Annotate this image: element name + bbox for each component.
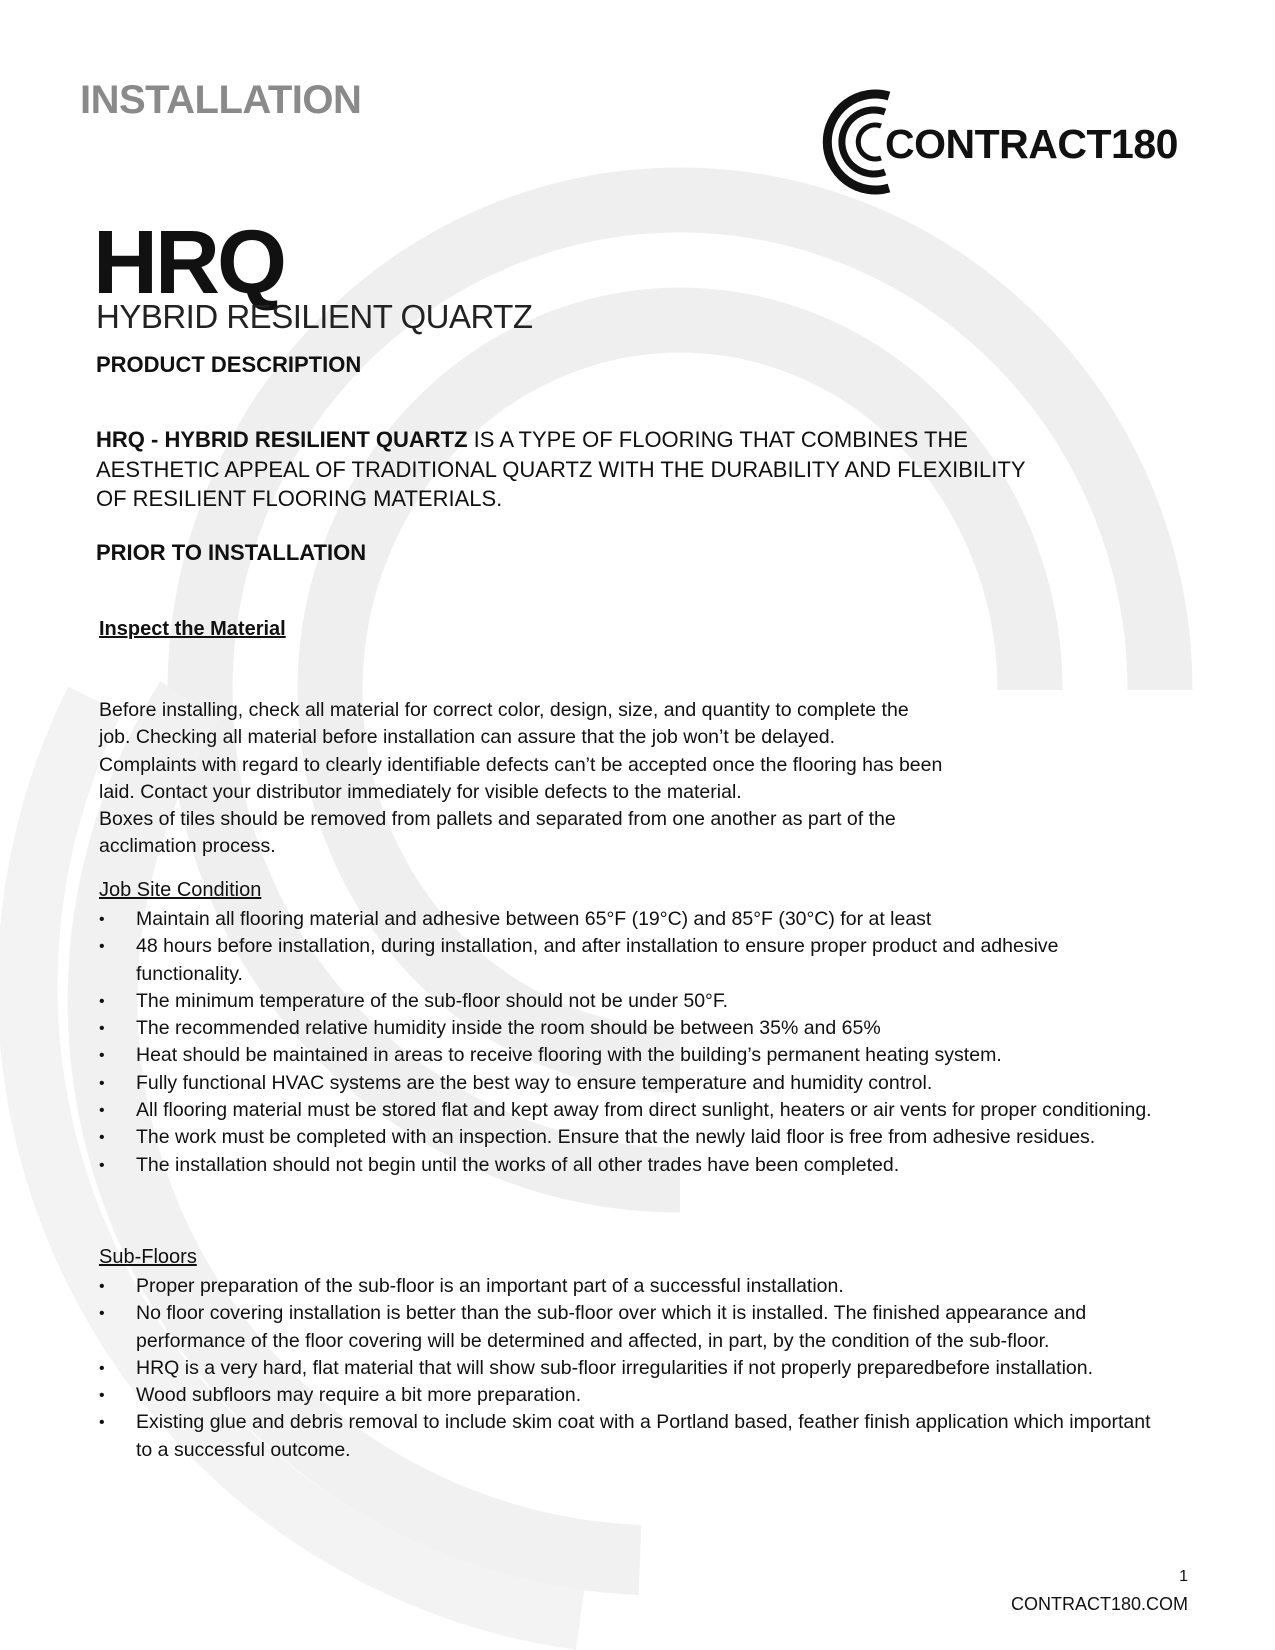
inspect-line: Before installing, check all material for correct color, design, size, and quantity to complete the — [99, 699, 909, 721]
list-item: • Maintain all flooring material and adhesive between 65°F (19°C) and 85°F (30°C) for at least — [99, 906, 1161, 933]
inspect-line: acclimation process. — [99, 835, 276, 858]
contract180-logo — [815, 86, 1215, 198]
website-link[interactable]: CONTRACT180.COM — [1010, 1594, 1188, 1614]
list-item: • Heat should be maintained in areas to receive flooring with the building’s permanent heating system. — [99, 1042, 1161, 1069]
inspect-line: job. Checking all material before installation can assure that the job won’t be delayed. — [99, 726, 836, 749]
inspect-material-heading: Inspect the Material — [99, 618, 286, 640]
list-item: • Existing glue and debris removal to include skim coat with a Portland based, feather finish application which important to a successful outcome. — [99, 1409, 1161, 1464]
sub-floors-list — [99, 1273, 1161, 1464]
list-item: • No floor covering installation is better than the sub-floor over which it is installed. The finished appearance and performance of the floor covering will be determined and affected, in part, by the condition of the sub-floor. — [99, 1300, 1161, 1355]
list-item: • The installation should not begin until the works of all other trades have been completed. — [99, 1152, 1161, 1179]
job-site-condition-list — [99, 906, 1161, 1179]
list-item: • 48 hours before installation, during installation, and after installation to ensure proper product and adhesive functionality. — [99, 933, 1161, 988]
list-item: • Fully functional HVAC systems are the best way to ensure temperature and humidity control. — [99, 1070, 1161, 1097]
inspect-line: Boxes of tiles should be removed from pallets and separated from one another as part of the — [99, 808, 896, 831]
product-description-text — [96, 425, 1056, 514]
list-item: • The recommended relative humidity inside the room should be between 35% and 65% — [99, 1015, 1161, 1042]
prior-to-installation-heading: PRIOR TO INSTALLATION — [96, 540, 367, 565]
list-item: • The work must be completed with an inspection. Ensure that the newly laid floor is free from adhesive residues. — [99, 1124, 1161, 1151]
product-description-heading: PRODUCT DESCRIPTION — [96, 352, 362, 377]
document-label: INSTALLATION — [80, 78, 362, 122]
list-item: • Wood subfloors may require a bit more preparation. — [99, 1382, 1161, 1409]
page-number: 1 — [1179, 1568, 1188, 1585]
job-site-condition-heading: Job Site Condition — [99, 879, 262, 901]
logo-mark-icon — [815, 86, 895, 198]
product-code: HRQ — [93, 213, 284, 313]
inspect-line: Complaints with regard to clearly identifiable defects can’t be accepted once the flooring has been — [99, 753, 943, 776]
list-item: • HRQ is a very hard, flat material that will show sub-floor irregularities if not properly preparedbefore installation. — [99, 1355, 1161, 1382]
inspect-line: laid. Contact your distributor immediately for visible defects to the material. — [99, 780, 742, 803]
sub-floors-heading: Sub-Floors — [99, 1246, 197, 1268]
list-item: • Proper preparation of the sub-floor is an important part of a successful installation. — [99, 1273, 1161, 1300]
product-name: HYBRID RESILIENT QUARTZ — [96, 298, 533, 335]
product-description-body: IS A TYPE OF FLOORING THAT COMBINES THE AESTHETIC APPEAL OF TRADITIONAL QUARTZ WITH THE DURABILITY AND FLEXIBILITY OF RESILIENT FLOORING MATERIALS. — [96, 427, 1026, 511]
logo-wordmark: CONTRACT180 — [885, 121, 1178, 167]
list-item: • All flooring material must be stored flat and kept away from direct sunlight, heaters or air vents for proper conditioning. — [99, 1097, 1161, 1124]
list-item: • The minimum temperature of the sub-floor should not be under 50°F. — [99, 988, 1161, 1015]
inspect-material-text — [99, 697, 1099, 861]
product-description-lead: HRQ - HYBRID RESILIENT QUARTZ — [96, 427, 468, 452]
